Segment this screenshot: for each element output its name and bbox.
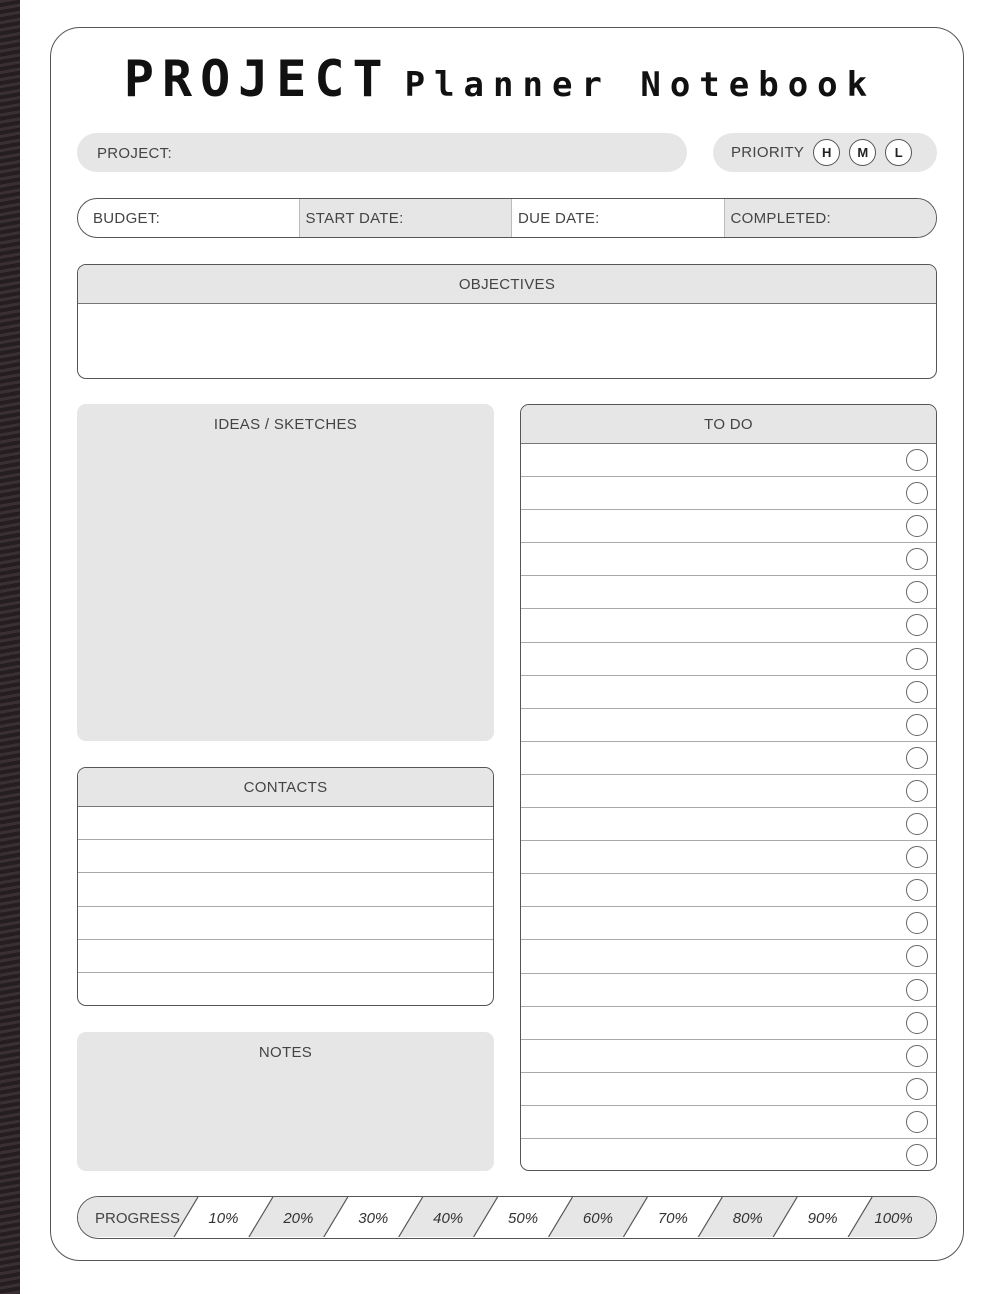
project-field[interactable] bbox=[77, 133, 687, 172]
objectives-header bbox=[78, 265, 936, 304]
objectives-title: OBJECTIVES bbox=[458, 275, 556, 293]
todo-row[interactable] bbox=[521, 1106, 936, 1139]
todo-title: TO DO bbox=[704, 415, 753, 433]
progress-step-label: 100% bbox=[874, 1210, 913, 1227]
progress-step-label: 60% bbox=[582, 1210, 613, 1227]
todo-checkbox[interactable] bbox=[906, 482, 928, 504]
project-label: PROJECT: bbox=[97, 145, 172, 162]
todo-checkbox[interactable] bbox=[906, 846, 928, 868]
start-date-label: START DATE: bbox=[305, 209, 404, 227]
project-info-row bbox=[77, 198, 937, 238]
contacts-list bbox=[78, 807, 493, 1006]
todo-row[interactable] bbox=[521, 874, 936, 907]
todo-row[interactable] bbox=[521, 643, 936, 676]
todo-row[interactable] bbox=[521, 775, 936, 808]
page-title bbox=[0, 50, 1000, 108]
todo-checkbox[interactable] bbox=[906, 879, 928, 901]
ideas-title: IDEAS / SKETCHES bbox=[213, 416, 358, 433]
progress-step-label: 30% bbox=[358, 1210, 389, 1227]
todo-row[interactable] bbox=[521, 907, 936, 940]
priority-low-option[interactable]: L bbox=[885, 139, 912, 166]
contact-row[interactable] bbox=[78, 873, 493, 906]
todo-row[interactable] bbox=[521, 576, 936, 609]
progress-track bbox=[78, 1197, 935, 1237]
progress-step-label: 70% bbox=[657, 1210, 688, 1227]
todo-row[interactable] bbox=[521, 1040, 936, 1073]
todo-row[interactable] bbox=[521, 444, 936, 477]
notes-area[interactable] bbox=[77, 1032, 494, 1171]
progress-bar bbox=[77, 1196, 937, 1239]
todo-checkbox[interactable] bbox=[906, 1144, 928, 1166]
budget-field[interactable] bbox=[78, 199, 299, 237]
todo-row[interactable] bbox=[521, 510, 936, 543]
todo-checkbox[interactable] bbox=[906, 614, 928, 636]
todo-checkbox[interactable] bbox=[906, 945, 928, 967]
completed-field[interactable] bbox=[724, 199, 937, 237]
objectives-box[interactable] bbox=[77, 264, 937, 379]
todo-row[interactable] bbox=[521, 940, 936, 973]
contacts-box bbox=[77, 767, 494, 1006]
todo-checkbox[interactable] bbox=[906, 1111, 928, 1133]
todo-checkbox[interactable] bbox=[906, 515, 928, 537]
notes-title: NOTES bbox=[258, 1044, 313, 1061]
title-main: PROJECT bbox=[123, 50, 391, 108]
todo-checkbox[interactable] bbox=[906, 648, 928, 670]
todo-list bbox=[521, 444, 936, 1171]
ideas-sketches-area[interactable] bbox=[77, 404, 494, 741]
todo-checkbox[interactable] bbox=[906, 449, 928, 471]
contact-row[interactable] bbox=[78, 940, 493, 973]
priority-field bbox=[713, 133, 937, 172]
todo-checkbox[interactable] bbox=[906, 581, 928, 603]
todo-row[interactable] bbox=[521, 1073, 936, 1106]
contact-row[interactable] bbox=[78, 907, 493, 940]
todo-box bbox=[520, 404, 937, 1171]
progress-step-label: 80% bbox=[732, 1210, 763, 1227]
todo-checkbox[interactable] bbox=[906, 747, 928, 769]
notebook-spine bbox=[0, 0, 20, 1294]
due-date-label: DUE DATE: bbox=[518, 209, 600, 227]
contacts-header bbox=[78, 768, 493, 807]
progress-step-label: 20% bbox=[283, 1210, 314, 1227]
priority-high-option[interactable]: H bbox=[813, 139, 840, 166]
todo-header bbox=[521, 405, 936, 444]
progress-step-label: 90% bbox=[807, 1210, 838, 1227]
contacts-title: CONTACTS bbox=[243, 778, 328, 796]
todo-checkbox[interactable] bbox=[906, 548, 928, 570]
todo-checkbox[interactable] bbox=[906, 1012, 928, 1034]
budget-label: BUDGET: bbox=[93, 209, 161, 227]
todo-row[interactable] bbox=[521, 808, 936, 841]
todo-checkbox[interactable] bbox=[906, 714, 928, 736]
start-date-field[interactable] bbox=[299, 199, 512, 237]
todo-row[interactable] bbox=[521, 974, 936, 1007]
todo-checkbox[interactable] bbox=[906, 780, 928, 802]
progress-step-label: 10% bbox=[208, 1210, 239, 1227]
priority-medium-option[interactable]: M bbox=[849, 139, 876, 166]
todo-row[interactable] bbox=[521, 477, 936, 510]
contact-row[interactable] bbox=[78, 840, 493, 873]
todo-row[interactable] bbox=[521, 676, 936, 709]
todo-row[interactable] bbox=[521, 841, 936, 874]
progress-step-label: 40% bbox=[433, 1210, 464, 1227]
contact-row[interactable] bbox=[78, 973, 493, 1006]
todo-checkbox[interactable] bbox=[906, 1045, 928, 1067]
todo-row[interactable] bbox=[521, 543, 936, 576]
todo-checkbox[interactable] bbox=[906, 813, 928, 835]
todo-row[interactable] bbox=[521, 742, 936, 775]
todo-row[interactable] bbox=[521, 609, 936, 642]
contact-row[interactable] bbox=[78, 807, 493, 840]
todo-row[interactable] bbox=[521, 709, 936, 742]
todo-checkbox[interactable] bbox=[906, 1078, 928, 1100]
todo-checkbox[interactable] bbox=[906, 979, 928, 1001]
todo-row[interactable] bbox=[521, 1139, 936, 1171]
progress-label: PROGRESS bbox=[95, 1210, 181, 1227]
todo-checkbox[interactable] bbox=[906, 681, 928, 703]
completed-label: COMPLETED: bbox=[730, 209, 832, 227]
progress-step-label: 50% bbox=[508, 1210, 539, 1227]
due-date-field[interactable] bbox=[511, 199, 724, 237]
todo-row[interactable] bbox=[521, 1007, 936, 1040]
title-sub: Planner Notebook bbox=[404, 65, 877, 105]
todo-checkbox[interactable] bbox=[906, 912, 928, 934]
priority-label: PRIORITY bbox=[731, 144, 805, 161]
